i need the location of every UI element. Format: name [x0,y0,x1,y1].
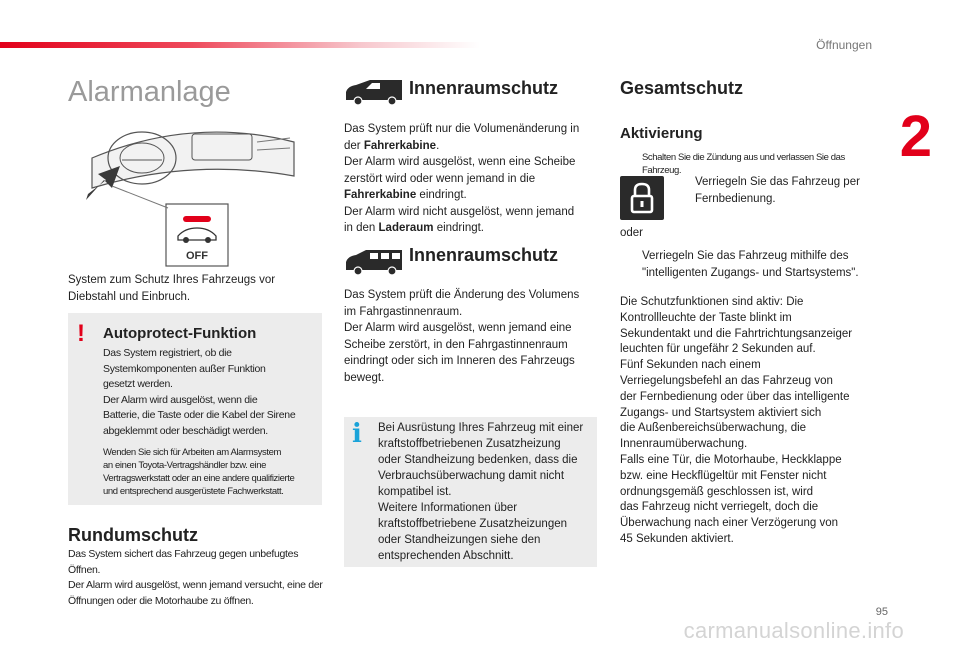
rundumschutz-title: Rundumschutz [68,525,198,545]
gesamtschutz-title: Gesamtschutz [620,78,744,98]
page-title: Alarmanlage [68,76,231,108]
dashboard-illustration [82,118,302,268]
step-ignition-off: Schalten Sie die Zündung aus und verlassen Sie das Fahrzeug. [642,152,845,176]
header-accent-bar [0,42,480,48]
autoprotect-text: Das System registriert, ob die Systemkomponenten außer Funktion gesetzt werden. Der Alarm wird ausgelöst, wenn die Batterie, die Taste oder die Kabel der Sirene abgeklemmt oder beschädigt werden. [103,347,296,437]
innenraumschutz-text-1: Das System prüft nur die Volumenänderung in der Fahrerkabine. Der Alarm wird ausgelöst, wenn eine Scheibe zerstört wird oder wenn jemand in die Fahrerkabine eindringt. Der Alarm wird nicht ausgelöst, wenn jemand in den Laderaum eindringt. [344,123,580,234]
watermark: carmanualsonline.info [683,618,904,643]
innenraumschutz-text-2: Das System prüft die Änderung des Volumens im Fahrgastinnenraum. Der Alarm wird ausgelöst, wenn jemand eine Scheibe zerstört, in den Fahrgastinnenraum eindringt oder sich im Inneren des Fahrzeugs bewegt. [344,289,580,384]
off-button-label: OFF [186,250,208,262]
gesamtschutz-description: Die Schutzfunktionen sind aktiv: Die Kontrollleuchte der Taste blinkt im Sekundentakt und die Fahrtrichtungsanzeiger leuchten für ungefähr 2 Sekunden auf. Fünf Sekunden nach einem Verriegelungsbefehl an das Fahrzeug von der Fernbedienung oder über das intelligente Zugangs- und Startsystem aktiviert sich die Außenbereichsüberwachung, die Innenraumüberwachung. Falls eine Tür, die Motorhaube, Heckklappe bzw. eine Heckflügeltür mit Fenster nicht ordnungsgemäß geschlossen ist, wird das Fahrzeug nicht verriegelt, doch die Überwachung nach einer Verzögerung von 45 Sekunden aktiviert. [620,296,853,545]
innenraumschutz-title-1: Innenraumschutz [409,78,559,98]
innenraumschutz-title-2: Innenraumschutz [409,245,559,265]
autoprotect-title: Autoprotect-Funktion [103,325,257,342]
page-number: 95 [875,606,888,618]
step-remote-lock: Verriegeln Sie das Fahrzeug per Fernbedienung. [695,176,860,205]
chapter-number: 2 [899,104,932,169]
intro-text: System zum Schutz Ihres Fahrzeugs vor Diebstahl und Einbruch. [68,274,276,303]
autoprotect-note: Wenden Sie sich für Arbeiten am Alarmsystem an einen Toyota-Vertragshändler bzw. eine Vertragswerkstatt oder an eine andere qualifizierte und entsprechend ausgerüstete Fachwerkstatt. [103,447,295,497]
aktivierung-title: Aktivierung [620,125,703,142]
info-text: Bei Ausrüstung Ihres Fahrzeug mit einer kraftstoffbetriebenen Zusatzheizung oder Standheizung bedenken, dass die Verbrauchsüberwachung damit nicht kompatibel ist. Weitere Informationen über kraftstoffbetriebene Zusatzheizungen oder Standheizungen siehe den entsprechenden Abschnitt. [378,422,584,562]
van-passenger-icon [344,246,404,276]
van-cabin-icon [344,76,404,106]
section-title: Öffnungen [816,38,872,52]
info-icon: i [352,419,362,449]
lock-button-icon [620,176,664,220]
rundumschutz-text: Das System sichert das Fahrzeug gegen unbefugtes Öffnen. Der Alarm wird ausgelöst, wenn jemand versucht, eine der Öffnungen oder die Motorhaube zu öffnen. [68,548,323,607]
warning-icon: ! [77,320,85,347]
step-smart-entry: Verriegeln Sie das Fahrzeug mithilfe des "intelligenten Zugangs- und Startsystems". [642,250,859,279]
oder-label: oder [620,227,644,239]
